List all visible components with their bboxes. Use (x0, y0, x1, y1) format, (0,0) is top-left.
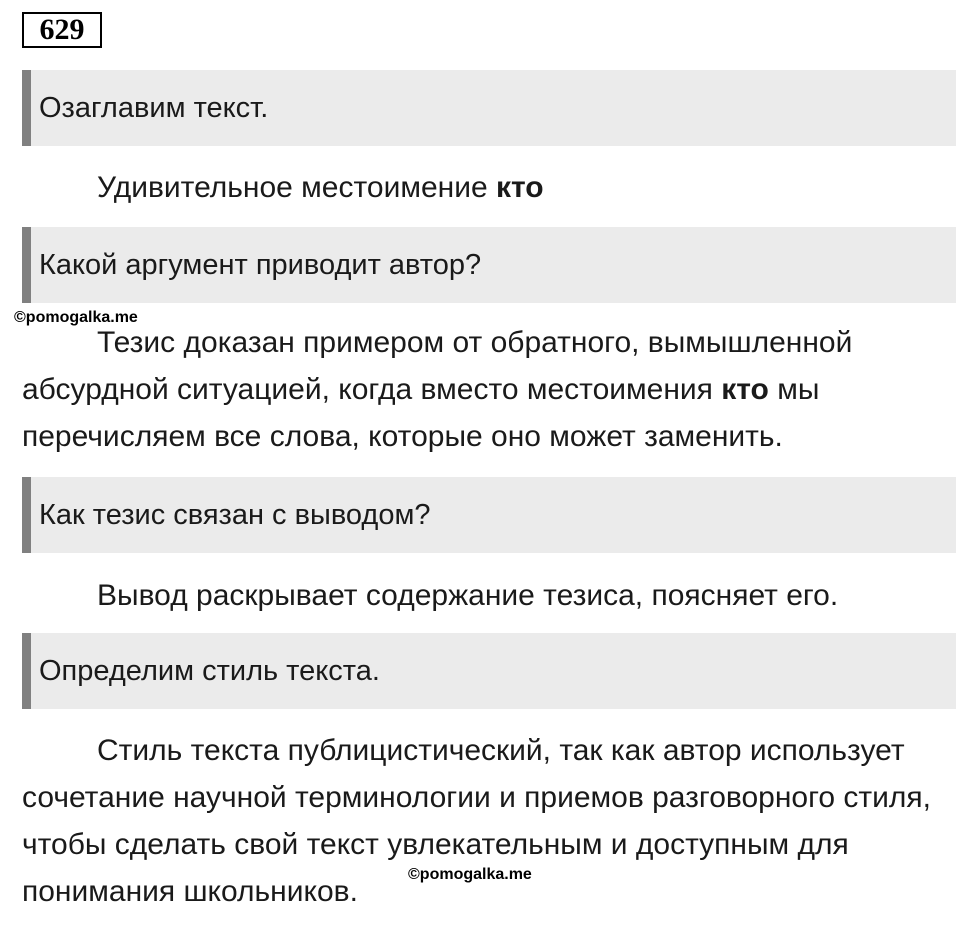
watermark-bottom: ©pomogalka.me (408, 866, 532, 883)
answer-1-bold: кто (495, 171, 544, 204)
question-3 (22, 477, 956, 553)
answer-2-bold: кто (721, 373, 769, 406)
task-number-box: 629 (22, 12, 102, 48)
answer-3 (22, 572, 956, 619)
answer-1 (22, 164, 956, 211)
answer-3-text: Вывод раскрывает содержание тезиса, поясняет его. (97, 579, 839, 612)
answer-2-after: мы перечисляем все слова, которые оно может заменить. (22, 373, 820, 453)
watermark-top: ©pomogalka.me (14, 309, 138, 326)
answer-4 (22, 727, 956, 915)
question-4-text: Определим стиль текста. (39, 654, 380, 687)
answer-1-text: Удивительное местоимение (97, 171, 496, 204)
answer-4-text: Стиль текста публицистический, так как автор использует сочетание научной терминологии и приемов разговорного стиля, чтобы сделать свой текст увлекательным и доступным для понимания школьников. (22, 734, 931, 908)
question-1 (22, 70, 956, 146)
question-2-text: Какой аргумент приводит автор? (39, 248, 482, 281)
question-2 (22, 227, 956, 303)
question-1-text: Озаглавим текст. (39, 91, 269, 124)
question-4 (22, 633, 956, 709)
question-3-text: Как тезис связан с выводом? (39, 498, 431, 531)
answer-2-text: Тезис доказан примером от обратного, вымышленной абсурдной ситуацией, когда вместо местоимения (22, 326, 853, 406)
answer-2 (22, 319, 956, 460)
